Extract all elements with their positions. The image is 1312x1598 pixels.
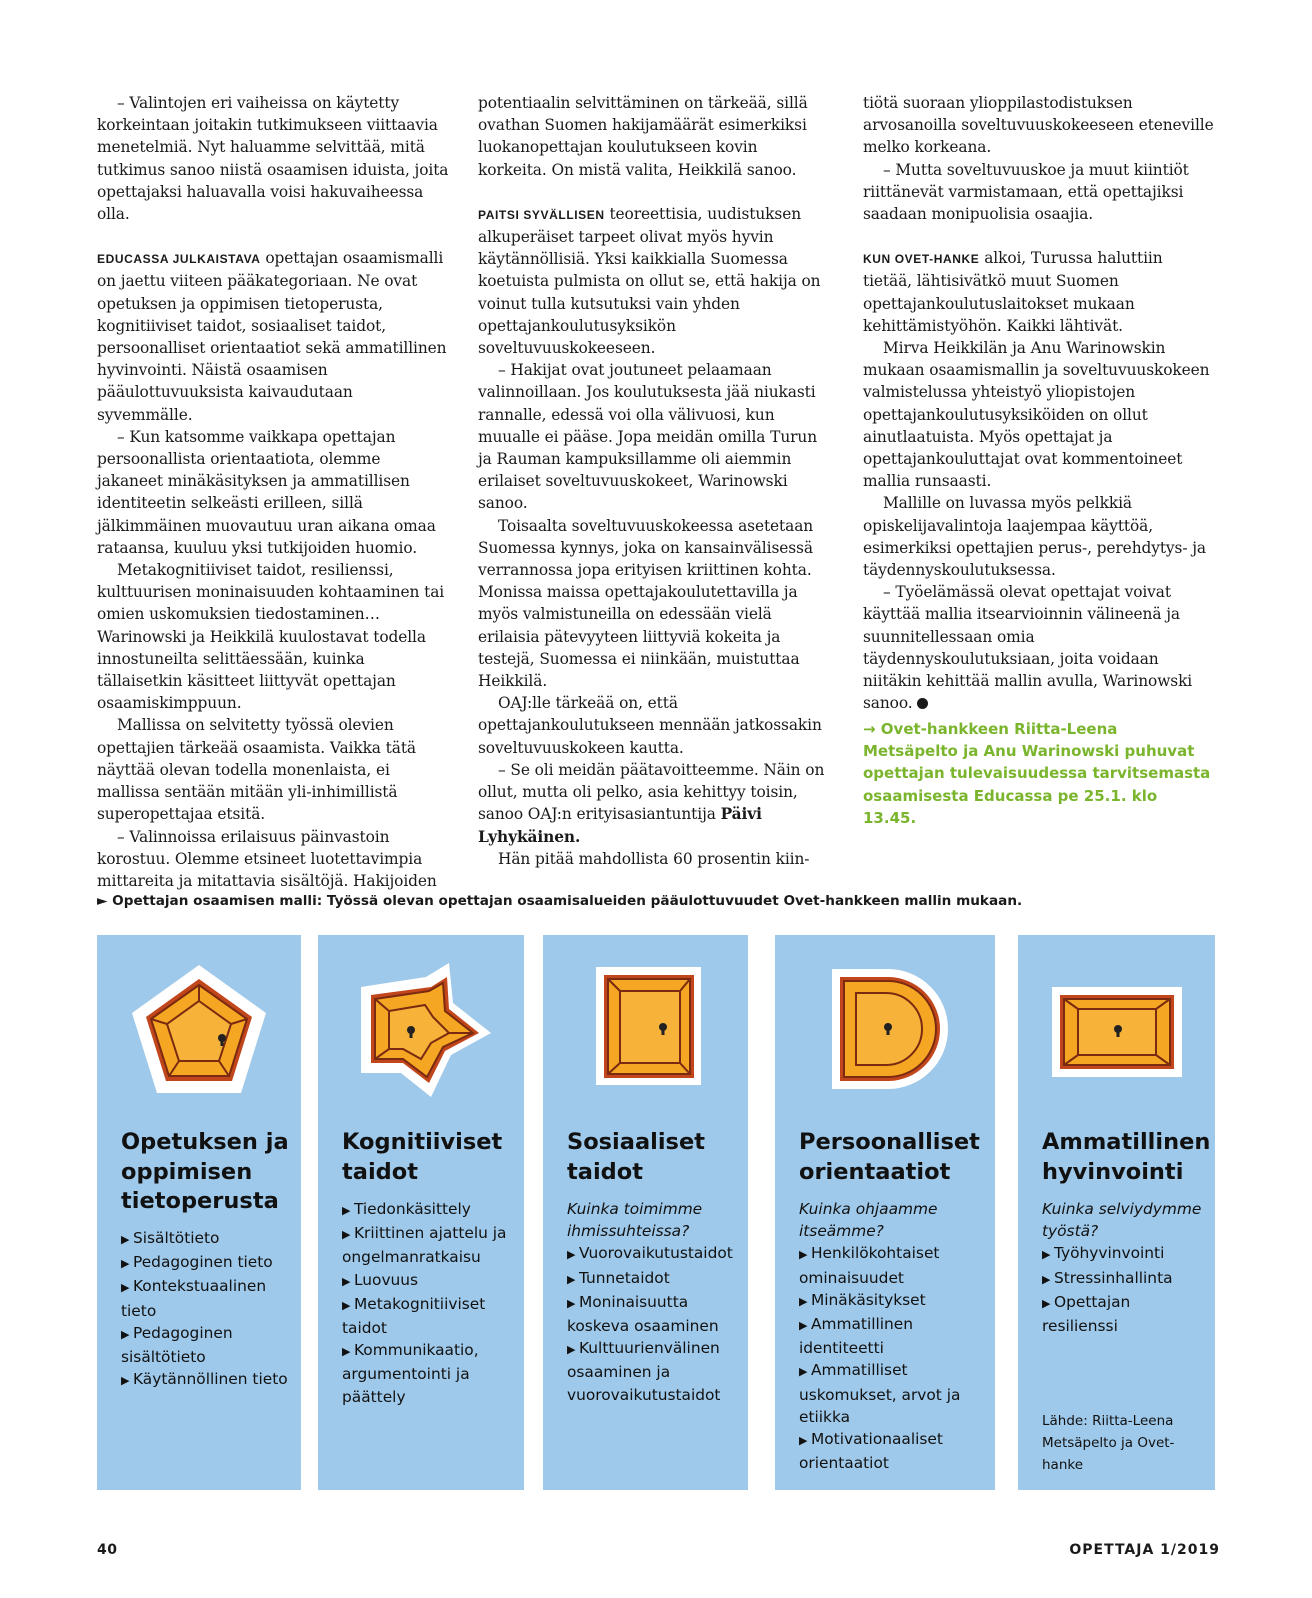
paragraph: Mallille on luvassa myös pelkkiä opiskelijavalintoja laajempaa käyttöä, esimerkiksi opettajien perus-, perehdytys- ja täydennyskoulutuksessa. bbox=[863, 494, 1206, 580]
list-item: ▶ Kommunikaatio, argumentointi ja päättely bbox=[342, 1339, 516, 1408]
pentagon-box-icon bbox=[97, 935, 301, 1115]
paragraph: – Hakijat ovat joutuneet pelaamaan valinnoillaan. Jos koulutuksesta jää niukasti rannalle, edessä voi olla välivuosi, kun muualle ei pääse. Jopa meidän omilla Turun ja Rauman kampuksillamme oli aiemmin erilaiset soveltuvuuskokeet, Warinowski sanoo. bbox=[478, 361, 818, 513]
list-item: ▶ Vuorovaikutustaidot bbox=[567, 1242, 740, 1266]
paragraph: – Työelämässä olevat opettajat voivat käyttää mallia itsearvioinnin välineenä ja suunnitellessaan omia täydennyskoulutuksiaan, joita voidaan niitäkin kehittää mallin avulla, Warinowski sanoo. bbox=[863, 583, 1193, 713]
list-item: ▶ Ammatillinen identiteetti bbox=[799, 1313, 987, 1359]
figure-caption: ► Opettajan osaamisen malli: Työssä olevan opettajan osaamisalueiden pääulottuvuudet Ovet-hankkeen mallin mukaan. bbox=[97, 893, 1023, 909]
article-column-3 bbox=[863, 92, 1215, 714]
paragraph: KUN OVET-HANKE alkoi, Turussa haluttiin tietää, lähtisivätkö muut Suomen opettajankoulutuslaitokset mukaan kehittämistyöhön. Kaikki lähtivät. bbox=[863, 249, 1163, 335]
list-item: ▶ Pedagoginen sisältötieto bbox=[121, 1322, 293, 1368]
list-item: ▶ Sisältötieto bbox=[121, 1227, 293, 1251]
paragraph: OAJ:lle tärkeää on, että opettajankoulutukseen mennään jatkossakin soveltuvuuskokeen kautta. bbox=[478, 694, 822, 757]
list-item: ▶ Opettajan resilienssi bbox=[1042, 1291, 1207, 1337]
article-column-2 bbox=[478, 92, 830, 870]
magazine-issue: OPETTAJA 1/2019 bbox=[1069, 1542, 1220, 1558]
event-promo: → Ovet-hankkeen Riitta-Leena Metsäpelto ja Anu Warinowski puhuvat opettajan tulevaisuudessa tarvitsemasta osaamisesta Educassa pe 25.1. klo 13.45. bbox=[863, 720, 1211, 827]
paragraph: – Valintojen eri vaiheissa on käytetty korkeintaan joitakin tutkimukseen viittaavia menetelmiä. Nyt haluamme selvittää, mitä tutkimus sanoo niistä osaamisen iduista, joita opettajaksi haluavalla voisi hakuvaiheessa olla. bbox=[97, 94, 449, 224]
paragraph: Hän pitää mahdollista 60 prosentin kiin- bbox=[498, 849, 810, 868]
panel-question: Kuinka toimimme ihmissuhteissa? bbox=[567, 1200, 703, 1241]
list-item: ▶ Työhyvinvointi bbox=[1042, 1242, 1207, 1266]
list-item: ▶ Stressinhallinta bbox=[1042, 1267, 1207, 1291]
page-number: 40 bbox=[97, 1542, 118, 1558]
panel-hyvinvointi bbox=[1018, 935, 1215, 1490]
panel-kognitiiviset bbox=[318, 935, 524, 1490]
end-mark-icon bbox=[917, 698, 928, 709]
paragraph: tiötä suoraan ylioppilastodistuksen arvosanoilla soveltuvuuskokeeseen eteneville melko korkeana. bbox=[863, 94, 1214, 157]
paragraph: – Se oli meidän päätavoitteemme. Näin on ollut, mutta oli pelko, asia kehittyy toisin, sanoo OAJ:n erityisasiantuntija Päivi Lyhykäinen. bbox=[478, 760, 825, 846]
panel-title: Kognitiiviset taidot bbox=[342, 1129, 503, 1185]
paragraph: EDUCASSA JULKAISTAVA opettajan osaamismalli on jaettu viiteen pääkategoriaan. Ne ovat opetuksen ja oppimisen tietoperusta, kognitiiviset taidot, sosiaaliset taidot, persoonalliset orientaatiot sekä ammatillinen hyvinvointi. Näistä osaamisen pääulottuvuuksista kaivaudutaan syvemmälle. bbox=[97, 249, 447, 424]
run-in-lead: PAITSI SYVÄLLISEN bbox=[478, 207, 605, 222]
paragraph: – Mutta soveltuvuuskoe ja muut kiintiöt riittänevät varmistamaan, että opettajiksi saadaan monipuolisia osaajia. bbox=[863, 160, 1189, 224]
list-item: ▶ Ammatilliset uskomukset, arvot ja etiikka bbox=[799, 1359, 987, 1428]
paragraph: Metakognitiiviset taidot, resilienssi, kulttuurisen moninaisuuden kohtaaminen tai omien uskomuksien tiedostaminen… Warinowski ja Heikkilä kuulostavat todella innostuneilta selittäessään, kuinka tällaisetkin käsitteet liittyvät opettajan osaamiskimppuun. bbox=[97, 561, 445, 713]
paragraph: – Kun katsomme vaikkapa opettajan persoonallista orientaatiota, olemme jakaneet minäkäsityksen ja ammatillisen identiteetin selkeästi erilleen, sillä jälkimmäinen muovautuu uran aikana omaa rataansa, kuuluu yksi tutkijoiden huomio. bbox=[97, 427, 436, 557]
panel-title: Persoonalliset orientaatiot bbox=[799, 1129, 980, 1185]
panel-list bbox=[567, 1198, 740, 1406]
list-item: ▶ Tiedonkäsittely bbox=[342, 1198, 516, 1222]
panel-title: Sosiaaliset taidot bbox=[567, 1129, 705, 1185]
panel-sosiaaliset bbox=[543, 935, 748, 1490]
paragraph: Mallissa on selvitetty työssä olevien opettajien tärkeää osaamista. Vaikka tätä näyttää olevan todella monenlaista, ei mallissa sentään mitään yli-inhimillistä superopettajaa etsitä. bbox=[97, 716, 416, 824]
list-item: ▶ Kriittinen ajattelu ja ongelmanratkaisu bbox=[342, 1222, 516, 1268]
person-name: Päivi Lyhykäinen. bbox=[478, 805, 762, 846]
list-item: ▶ Kulttuurienvälinen osaaminen ja vuorovaikutustaidot bbox=[567, 1337, 740, 1406]
paragraph: Mirva Heikkilän ja Anu Warinowskin mukaan osaamismallin ja soveltuvuuskokeen valmistelussa yhteistyö yliopistojen opettajankoulutusyksiköiden on ollut ainutlaatuista. Myös opettajat ja opettajankouluttajat ovat kommentoineet mallia runsaasti. bbox=[863, 339, 1210, 491]
run-in-lead: KUN OVET-HANKE bbox=[863, 252, 980, 267]
list-item: ▶ Metakognitiiviset taidot bbox=[342, 1293, 516, 1339]
paragraph: PAITSI SYVÄLLISEN teoreettisia, uudistuksen alkuperäiset tarpeet olivat myös hyvin käytännöllisiä. Yksi kaikkialla Suomessa koetuista pulmista on ollut se, että hakija on voinut tulla kutsutuksi vain yhden opettajankoulutusyksikön soveltuvuuskokeeseen. bbox=[478, 204, 821, 358]
paragraph: – Valinnoissa erilaisuus päinvastoin korostuu. Olemme etsineet luotettavimpia mittareita ja mitattavia sisältöjä. Hakijoiden bbox=[97, 827, 437, 890]
list-item: ▶ Luovuus bbox=[342, 1269, 516, 1293]
paragraph: potentiaalin selvittäminen on tärkeää, sillä ovathan Suomen hakijamäärät esimerkiksi luokanopettajan koulutukseen kovin korkeita. On mistä valita, Heikkilä sanoo. bbox=[478, 94, 808, 179]
list-item: ▶ Käytännöllinen tieto bbox=[121, 1368, 293, 1392]
star-box-icon bbox=[318, 935, 524, 1115]
list-item: ▶ Motivationaaliset orientaatiot bbox=[799, 1428, 987, 1474]
panel-question: Kuinka ohjaamme itseämme? bbox=[799, 1200, 938, 1241]
panel-list bbox=[342, 1198, 516, 1408]
list-item: ▶ Minäkäsitykset bbox=[799, 1289, 987, 1313]
panel-list bbox=[799, 1198, 987, 1474]
list-item: ▶ Tunnetaidot bbox=[567, 1267, 740, 1291]
panel-persoonalliset bbox=[775, 935, 995, 1490]
list-item: ▶ Kontekstuaalinen tieto bbox=[121, 1275, 293, 1321]
list-item: ▶ Moninaisuutta koskeva osaaminen bbox=[567, 1291, 740, 1337]
square-box-icon bbox=[543, 935, 748, 1115]
panel-title: Opetuksen ja oppimisen tietoperusta bbox=[121, 1129, 289, 1214]
panel-tietoperusta bbox=[97, 935, 301, 1490]
d-shape-box-icon bbox=[775, 935, 995, 1115]
panel-list bbox=[121, 1227, 293, 1392]
article-column-1 bbox=[97, 92, 449, 892]
panel-question: Kuinka selviydymme työstä? bbox=[1042, 1200, 1202, 1241]
list-item: ▶ Pedagoginen tieto bbox=[121, 1251, 293, 1275]
source-note: Lähde: Riitta-Leena Metsäpelto ja Ovet-hanke bbox=[1042, 1413, 1175, 1474]
panel-title: Ammatillinen hyvinvointi bbox=[1042, 1129, 1211, 1185]
list-item: ▶ Henkilökohtaiset ominaisuudet bbox=[799, 1242, 987, 1288]
rectangle-box-icon bbox=[1018, 935, 1215, 1115]
panel-list bbox=[1042, 1198, 1207, 1337]
run-in-lead: EDUCASSA JULKAISTAVA bbox=[97, 252, 261, 267]
paragraph: Toisaalta soveltuvuuskokeessa asetetaan Suomessa kynnys, joka on kansainvälisessä verrannossa jopa erityisen kriittinen kohta. Monissa maissa opettajakoulutettavilla ja myös valmistuneilla on edessään vielä erilaisia pätevyyteen liittyviä kokeita ja testejä, Suomessa ei niinkään, muistuttaa Heikkilä. bbox=[478, 516, 814, 691]
